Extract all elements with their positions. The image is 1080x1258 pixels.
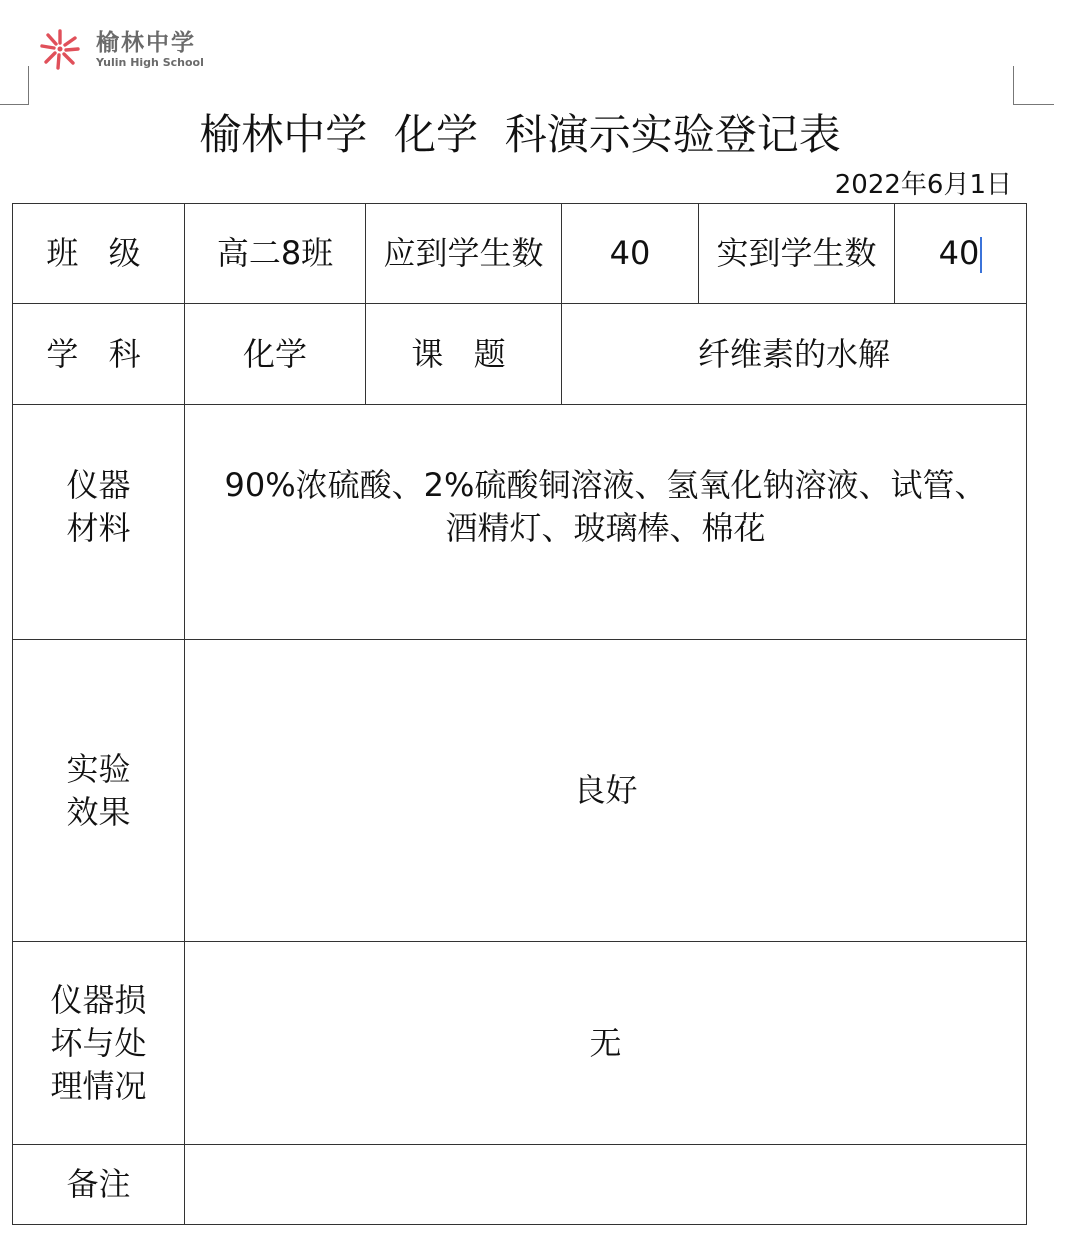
experiment-register-table bbox=[12, 203, 1027, 1225]
effect-label[interactable] bbox=[13, 640, 185, 942]
materials-line: 酒精灯、玻璃棒、棉花 bbox=[445, 509, 766, 547]
text-cursor bbox=[980, 237, 982, 273]
damage-label-line: 仪器损 bbox=[50, 980, 147, 1019]
topic-value[interactable]: 纤维素的水解 bbox=[562, 304, 1027, 405]
damage-label[interactable] bbox=[13, 942, 185, 1145]
materials-line: 90%浓硫酸、2%硫酸铜溶液、氢氧化钠溶液、试管、 bbox=[224, 466, 987, 504]
table-row bbox=[13, 942, 1027, 1145]
remarks-value[interactable] bbox=[185, 1145, 1027, 1225]
materials-label[interactable] bbox=[13, 405, 185, 640]
topic-label[interactable]: 课 题 bbox=[366, 304, 562, 405]
school-logo bbox=[38, 28, 218, 76]
document-title[interactable]: 榆林中学 化学 科演示实验登记表 bbox=[199, 110, 841, 159]
actual-students-value[interactable]: 40 bbox=[938, 234, 980, 272]
crop-mark-left bbox=[0, 66, 29, 105]
class-label[interactable]: 班 级 bbox=[13, 204, 185, 304]
damage-label-line: 理情况 bbox=[50, 1066, 147, 1105]
actual-students-cell[interactable] bbox=[895, 204, 1027, 304]
damage-value[interactable]: 无 bbox=[185, 942, 1027, 1145]
materials-label-line: 材料 bbox=[66, 509, 131, 547]
materials-label-line: 仪器 bbox=[66, 466, 131, 504]
table-row bbox=[13, 304, 1027, 405]
table-row bbox=[13, 1145, 1027, 1225]
document-date[interactable]: 2022年6月1日 bbox=[834, 170, 1012, 200]
school-logo-icon bbox=[38, 28, 86, 74]
expected-students-value[interactable]: 40 bbox=[562, 204, 699, 304]
effect-label-line: 效果 bbox=[66, 792, 131, 831]
damage-label-line: 坏与处 bbox=[50, 1023, 147, 1062]
materials-value[interactable] bbox=[185, 405, 1027, 640]
expected-students-label[interactable]: 应到学生数 bbox=[366, 204, 562, 304]
actual-students-label[interactable]: 实到学生数 bbox=[699, 204, 895, 304]
logo-english-name: Yulin High School bbox=[96, 56, 204, 69]
table-row bbox=[13, 204, 1027, 304]
crop-mark-right bbox=[1013, 66, 1054, 105]
logo-chinese-name: 榆林中学 bbox=[96, 29, 196, 56]
remarks-label[interactable]: 备注 bbox=[13, 1145, 185, 1225]
class-value[interactable]: 高二8班 bbox=[185, 204, 366, 304]
table-row bbox=[13, 640, 1027, 942]
table-row bbox=[13, 405, 1027, 640]
effect-value[interactable]: 良好 bbox=[185, 640, 1027, 942]
subject-label[interactable]: 学 科 bbox=[13, 304, 185, 405]
subject-value[interactable]: 化学 bbox=[185, 304, 366, 405]
effect-label-line: 实验 bbox=[66, 749, 131, 788]
